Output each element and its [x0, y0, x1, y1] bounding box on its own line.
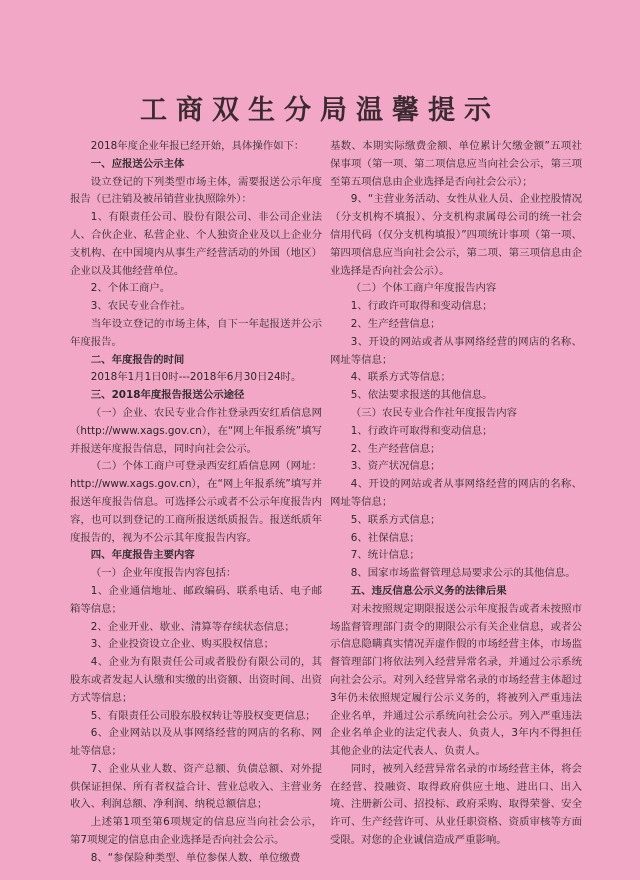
paragraph: 4、企业为有限责任公司或者股份有限公司的，其股东或者发起人认缴和实缴的出资额、出资时间、出资方式等信息；	[70, 656, 322, 704]
paragraph: 3、资产状况信息；	[350, 460, 441, 473]
paragraph: 5、联系方式信息；	[350, 513, 441, 526]
paragraph: 2、企业开业、歇业、清算等存续状态信息；	[90, 620, 295, 633]
section-heading: 五、违反信息公示义务的法律后果	[350, 584, 507, 597]
paragraph: 5、有限责任公司股东股权转让等股权变更信息；	[90, 709, 316, 722]
page-title: 工商双生分局温馨提示	[140, 95, 500, 126]
paragraph: 8、国家市场监督管理总局要求公示的其他信息。	[350, 567, 576, 580]
paragraph: 1、行政许可取得和变动信息；	[350, 300, 493, 313]
right-column	[330, 138, 582, 850]
paragraph: （二）个体工商户可登录西安红盾信息网（网址：http://www.xags.gov.cn），在“网上年报系统”填写并报送年度报告信息。可选择公示或者不公示年度报告内容，也可以到登记的工商所报送纸质报告。报送纸质年度报告的，视为不公示其年度报告内容。	[70, 460, 322, 544]
paragraph: 6、企业网站以及从事网络经营的网店的名称、网址等信息；	[70, 727, 322, 758]
paragraph: 2、生产经营信息；	[350, 317, 441, 330]
paragraph: 7、统计信息；	[350, 549, 420, 562]
paragraph: 1、企业通信地址、邮政编码、联系电话、电子邮箱等信息；	[70, 584, 322, 615]
paragraph: 5、依法要求报送的其他信息。	[350, 389, 493, 402]
paragraph: 2018年度企业年报已经开始，具体操作如下：	[90, 140, 305, 152]
paragraph: 4、联系方式等信息；	[350, 371, 451, 384]
paragraph: 对未按照规定期限报送公示年度报告或者未按照市场监督管理部门责令的期限公示有关企业信息，或者公示信息隐瞒真实情况弄虚作假的市场经营主体，市场监督管理部门将依法列入经营异常名录，并通过公示系统向社会公示。对列入经营异常名录的市场经营主体超过3年仍未依照规定履行公示义务的，将被列入严重违法企业名单，并通过公示系统向社会公示。列入严重违法企业名单企业的法定代表人、负责人，3年内不得担任其他企业的法定代表人、负责人。	[330, 602, 582, 758]
paragraph: （一）企业年度报告内容包括：	[90, 567, 237, 580]
paragraph: 3、开设的网站或者从事网络经营的网店的名称、网址等信息；	[330, 335, 582, 366]
paragraph: 2、生产经营信息；	[350, 442, 441, 455]
paragraph: （一）企业、农民专业合作社登录西安红盾信息网（http://www.xags.gov.cn），在“网上年报系统”填写并报送年度报告信息，同时向社会公示。	[70, 406, 322, 455]
paragraph: 2、个体工商户。	[90, 282, 171, 295]
paragraph: 7、企业从业人数、资产总额、负债总额、对外提供保证担保、所有者权益合计、营业总收入、主营业务收入、利润总额、净利润、纳税总额信息；	[70, 762, 322, 811]
paragraph: 基数、本期实际缴费金额、单位累计欠缴金额”五项社保事项（第一项、第二项信息应当向社会公示，第三项至第五项信息由企业选择是否向社会公示）；	[330, 140, 582, 188]
paragraph: （二）个体工商户年度报告内容	[350, 282, 497, 295]
paragraph: 1、有限责任公司、股份有限公司、非公司企业法人、合伙企业、私营企业、个人独资企业及以上企业分支机构、在中国境内从事生产经营活动的外国（地区）企业以及其他经营单位。	[70, 211, 322, 277]
paragraph: 6、社保信息；	[350, 531, 420, 544]
paragraph: 3、农民专业合作社。	[90, 300, 191, 313]
section-heading: 三、2018年度报告报送公示途径	[90, 389, 245, 402]
paragraph: 8、“参保险种类型、单位参保人数、单位缴费	[90, 851, 301, 864]
paragraph: 1、行政许可取得和变动信息；	[350, 424, 493, 437]
paragraph: 2018年1月1日0时---2018年6月30日24时。	[90, 371, 302, 384]
left-column	[70, 138, 322, 868]
paragraph: 上述第1项至第6项规定的信息应当向社会公示，第7项规定的信息由企业选择是否向社会公示。	[70, 816, 322, 847]
paragraph: 9、“主营业务活动、女性从业人员、企业控股情况（分支机构不填报）、分支机构隶属母公司的统一社会信用代码（仅分支机构填报）”四项统计事项（第一项、第四项信息应当向社会公示，第二项、第三项信息由企业选择是否向社会公示）。	[330, 193, 582, 277]
paragraph: 同时，被列入经营异常名录的市场经营主体，将会在经营、投融资、取得政府供应土地、进出口、出入境、注册新公司、招投标、政府采购、取得荣誉、安全许可、生产经营许可、从业任职资格、资质审核等方面受限。对您的企业诚信造成严重影响。	[330, 762, 582, 847]
paragraph: 4、开设的网站或者从事网络经营的网店的名称、网址等信息；	[330, 478, 582, 508]
paragraph: 当年设立登记的市场主体，自下一年起报送并公示年度报告。	[70, 317, 322, 348]
paragraph: （三）农民专业合作社年度报告内容	[350, 406, 518, 419]
section-heading: 二、年度报告的时间	[90, 353, 185, 366]
section-heading: 一、应报送公示主体	[90, 157, 185, 170]
paragraph: 3、企业投资设立企业、购买股权信息；	[90, 638, 275, 651]
section-heading: 四、年度报告主要内容	[90, 549, 195, 562]
paragraph: 设立登记的下列类型市场主体，需要报送公示年度报告（已注销及被吊销营业执照除外）：	[70, 175, 322, 206]
